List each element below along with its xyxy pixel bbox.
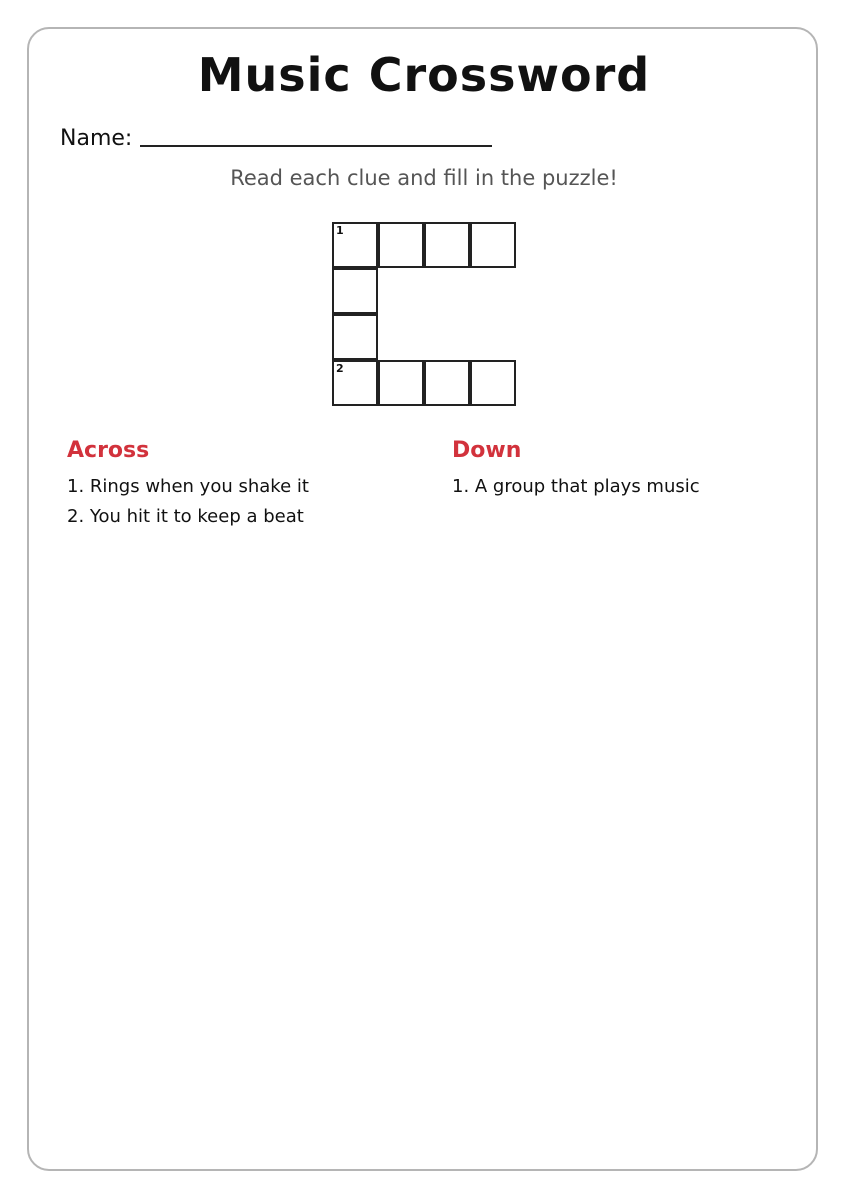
clue-item: 1. A group that plays music xyxy=(452,476,700,497)
across-heading: Across xyxy=(67,438,150,463)
name-label: Name: xyxy=(60,126,133,151)
name-write-line[interactable] xyxy=(140,145,492,147)
crossword-cell[interactable] xyxy=(332,360,378,406)
worksheet-border xyxy=(27,27,818,1171)
page-title: Music Crossword xyxy=(197,48,651,102)
crossword-cell[interactable] xyxy=(470,360,516,406)
crossword-cell[interactable] xyxy=(424,360,470,406)
clue-item: 1. Rings when you shake it xyxy=(67,476,309,497)
cell-number: 1 xyxy=(336,224,344,237)
crossword-cell[interactable] xyxy=(378,222,424,268)
crossword-cell[interactable] xyxy=(332,268,378,314)
crossword-cell[interactable] xyxy=(470,222,516,268)
name-field-row xyxy=(60,119,492,153)
crossword-cell[interactable] xyxy=(424,222,470,268)
instructions-text: Read each clue and fill in the puzzle! xyxy=(230,166,618,190)
clue-item: 2. You hit it to keep a beat xyxy=(67,506,304,527)
crossword-cell[interactable] xyxy=(378,360,424,406)
across-clues xyxy=(67,436,309,536)
cell-number: 2 xyxy=(336,362,344,375)
crossword-cell[interactable] xyxy=(332,222,378,268)
down-heading: Down xyxy=(452,438,522,463)
down-clues xyxy=(452,436,700,506)
crossword-cell[interactable] xyxy=(332,314,378,360)
crossword-grid xyxy=(332,222,517,407)
